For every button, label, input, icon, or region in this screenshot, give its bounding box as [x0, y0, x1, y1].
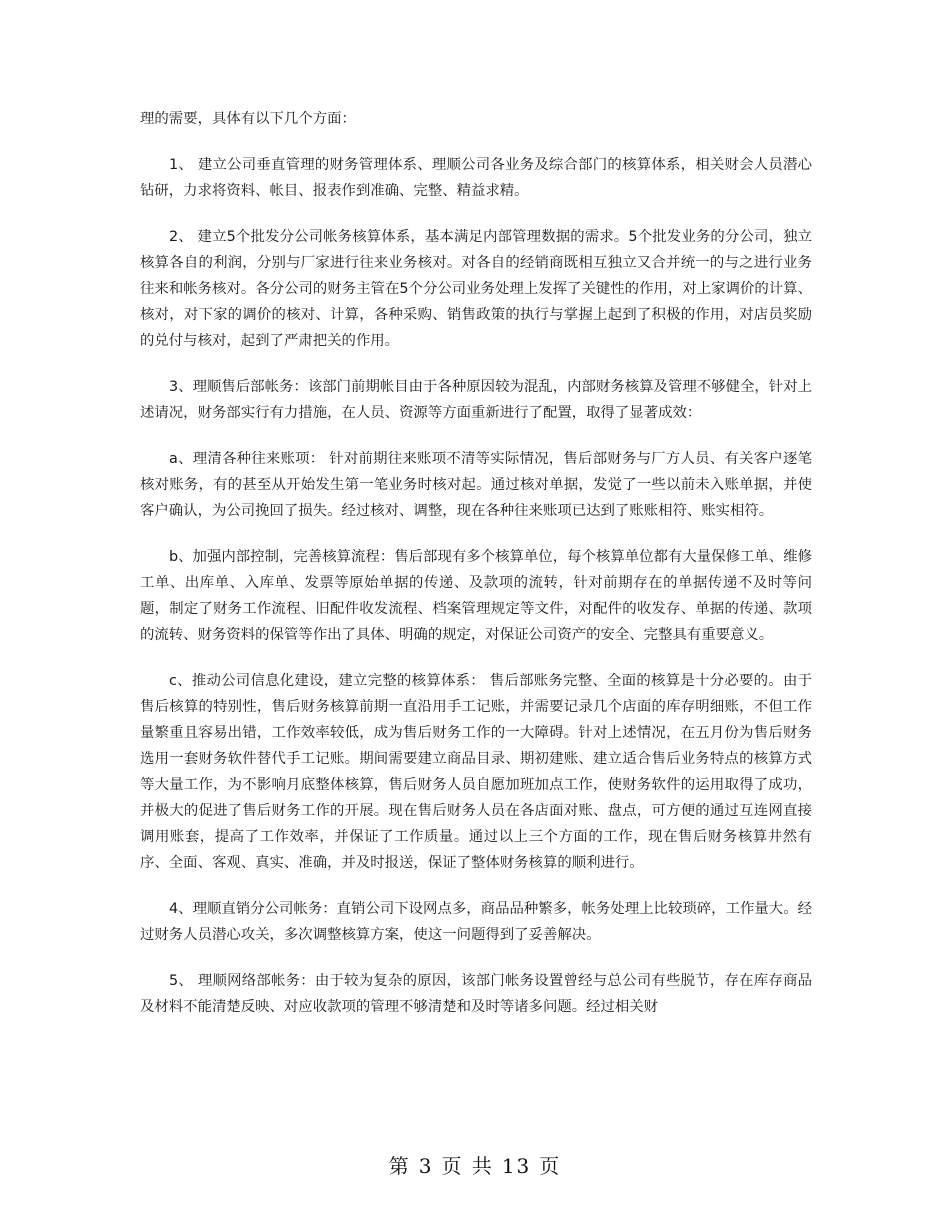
paragraph-item-3b: b、加强内部控制，完善核算流程：售后部现有多个核算单位，每个核算单位都有大量保修工单、维修工单、出库单、入库单、发票等原始单据的传递、及款项的流转，针对前期存在的单据传递不及时等问题，制定了财务工作流程、旧配件收发流程、档案管理规定等文件，对配件的收发存、单据的传递、款项的流转、财务资料的保管等作出了具体、明确的规定，对保证公司资产的安全、完整具有重要意义。: [140, 549, 812, 643]
footer-page-number: 3: [418, 1154, 434, 1178]
footer-total-pages: 13: [501, 1154, 532, 1178]
paragraph-item-3: 3、理顺售后部帐务：该部门前期帐目由于各种原因较为混乱，内部财务核算及管理不够健全，针对上述请况，财务部实行有力措施，在人员、资源等方面重新进行了配置，取得了显著成效：: [140, 379, 812, 421]
paragraph-item-3c: c、推动公司信息化建设，建立完整的核算体系： 售后部账务完整、全面的核算是十分必要的。由于售后核算的特别性，售后财务核算前期一直沿用手工记账，并需要记录几个店面的库存明细账，不但工作量繁重且容易出错，工作效率较低，成为售后财务工作的一大障碍。针对上述情况，在五月份为售后财务选用一套财务软件替代手工记账。期间需要建立商品目录、期初建账、建立适合售后业务特点的核算方式等大量工作，为不影响月底整体核算，售后财务人员自愿加班加点工作，使财务软件的运用取得了成功，并极大的促进了售后财务工作的开展。现在售后财务人员在各店面对账、盘点，可方便的通过互连网直接调用账套，提高了工作效率，并保证了工作质量。通过以上三个方面的工作，现在售后财务核算井然有序、全面、客观、真实、准确，并及时报送，保证了整体财务核算的顺利进行。: [140, 673, 812, 871]
footer-middle: 页 共: [441, 1154, 494, 1178]
paragraph-item-3a: a、理清各种往来账项： 针对前期往来账项不清等实际情况，售后部财务与厂方人员、有关客户逐笔核对账务，有的甚至从开始发生第一笔业务时核对起。通过核对单据，发觉了一些以前未入账单据，并使客户确认，为公司挽回了损失。经过核对、调整，现在各种往来账项已达到了账账相符、账实相符。: [140, 451, 812, 519]
paragraph-item-2: 2、 建立5个批发分公司帐务核算体系，基本满足内部管理数据的需求。5个批发业务的分公司，独立核算各自的利润，分别与厂家进行往来业务核对。对各自的经销商既相互独立又合并统一的与之进行业务往来和帐务核对。各分公司的财务主管在5个分公司业务处理上发挥了关键性的作用，对上家调价的计算、核对，对下家的调价的核对、计算，各种采购、销售政策的执行与掌握上起到了积极的作用，对店员奖励的兑付与核对，起到了严肃把关的作用。: [140, 229, 812, 349]
document-body: [140, 106, 812, 1040]
paragraph-item-5: 5、 理顺网络部帐务：由于较为复杂的原因，该部门帐务设置曾经与总公司有些脱节，存在库存商品及材料不能清楚反映、对应收款项的管理不够清楚和及时等诸多问题。经过相关财: [140, 973, 812, 1015]
page-footer: [0, 1150, 950, 1179]
paragraph-item-4: 4、理顺直销分公司帐务：直销公司下设网点多，商品品种繁多，帐务处理上比较琐碎，工作量大。经过财务人员潜心攻关，多次调整核算方案，使这一问题得到了妥善解决。: [140, 901, 812, 943]
paragraph-item-1: 1、 建立公司垂直管理的财务管理体系、理顺公司各业务及综合部门的核算体系，相关财会人员潜心钻研，力求将资料、帐目、报表作到准确、完整、精益求精。: [140, 157, 812, 199]
footer-prefix: 第: [388, 1154, 411, 1178]
paragraph-continuation: 理的需要，具体有以下几个方面：: [140, 111, 356, 127]
footer-suffix: 页: [539, 1154, 562, 1178]
